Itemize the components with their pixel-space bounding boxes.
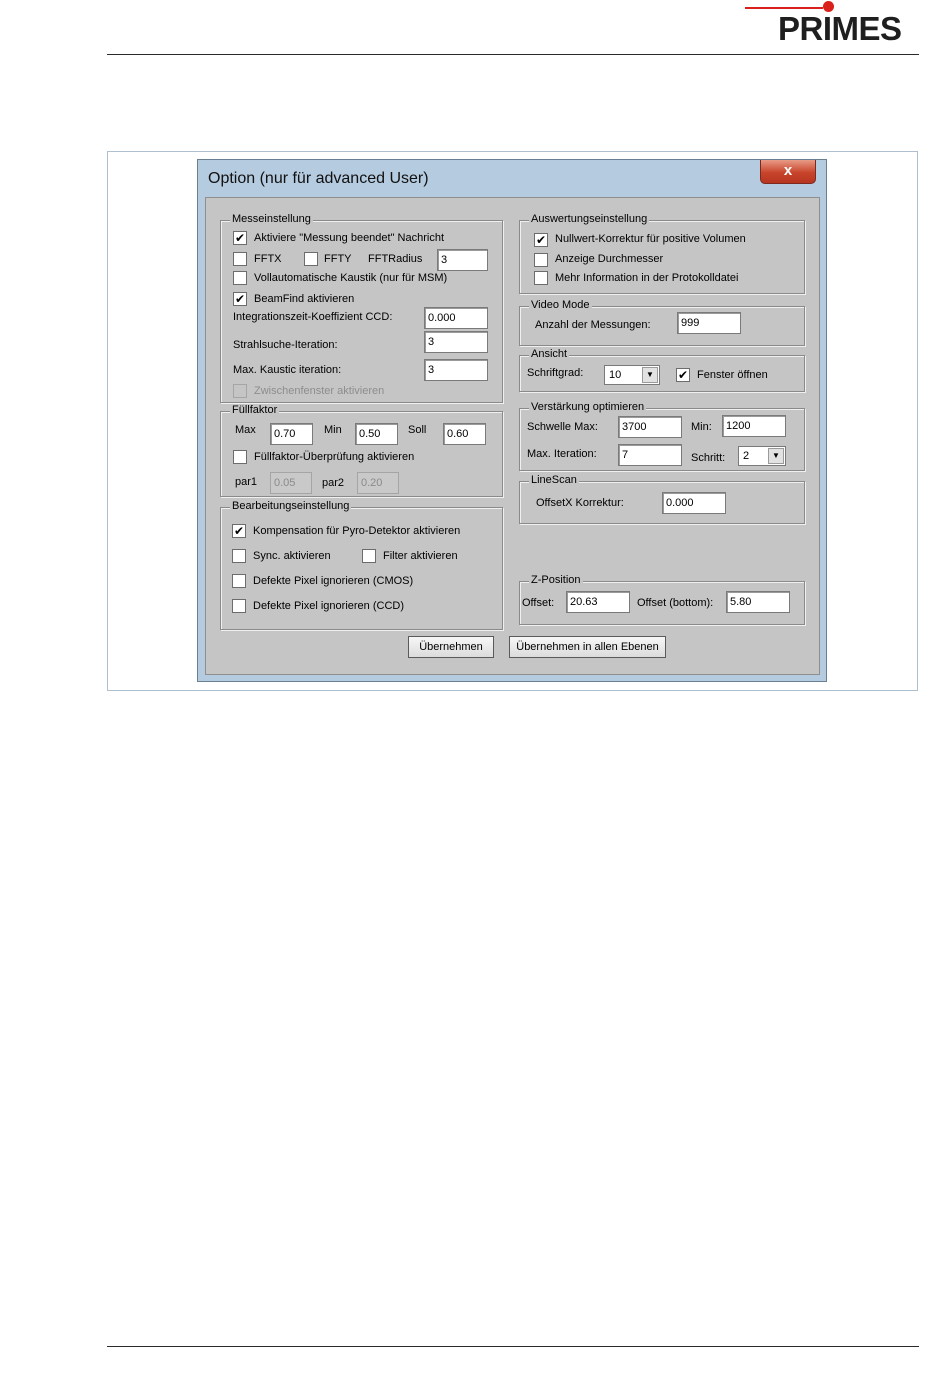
- schritt-value: 2: [743, 450, 750, 462]
- defekte-pixel-cmos-checkbox[interactable]: [232, 574, 246, 588]
- anzahl-messungen-field[interactable]: 999: [677, 312, 741, 334]
- ffty-label: FFTY: [324, 253, 352, 265]
- zwischenfenster-label: Zwischenfenster aktivieren: [254, 385, 385, 397]
- fftradius-label: FFTRadius: [368, 253, 423, 265]
- chevron-down-icon[interactable]: ▼: [768, 448, 784, 464]
- offset-label: Offset:: [522, 597, 555, 609]
- close-button[interactable]: x: [760, 160, 816, 184]
- group-caption-bearbeitung: Bearbeitungseinstellung: [232, 500, 350, 512]
- kompensation-pyro-checkbox[interactable]: ✔: [233, 524, 245, 538]
- fuellfaktor-max-field[interactable]: 0.70: [270, 423, 313, 445]
- aktiviere-nachricht-checkbox[interactable]: ✔: [234, 231, 246, 245]
- dialog-client-area: [205, 197, 820, 675]
- defekte-pixel-ccd-checkbox[interactable]: [232, 599, 246, 613]
- par1-label: par1: [235, 476, 258, 488]
- mehr-information-label: Mehr Information in der Protokolldatei: [555, 272, 739, 284]
- group-caption-linescan: LineScan: [531, 474, 577, 486]
- options-dialog: [197, 159, 827, 682]
- fftradius-field[interactable]: 3: [437, 249, 488, 271]
- fuellfaktor-min-label: Min: [324, 424, 342, 436]
- group-caption-verstaerkung: Verstärkung optimieren: [531, 401, 645, 413]
- uebernehmen-button[interactable]: Übernehmen: [408, 636, 494, 658]
- chevron-down-icon[interactable]: ▼: [642, 367, 658, 383]
- nullwert-korrektur-checkbox[interactable]: ✔: [535, 233, 547, 247]
- offsetx-korrektur-label: OffsetX Korrektur:: [536, 497, 624, 509]
- sync-checkbox[interactable]: [232, 549, 246, 563]
- vollautomatische-kaustik-label: Vollautomatische Kaustik (nur für MSM): [254, 272, 448, 284]
- fftx-checkbox[interactable]: [233, 252, 247, 266]
- header-rule: [107, 54, 919, 55]
- sync-label: Sync. aktivieren: [253, 550, 331, 562]
- max-kaustic-field[interactable]: 3: [424, 359, 488, 381]
- beamfind-label: BeamFind aktivieren: [254, 293, 355, 305]
- mehr-information-checkbox[interactable]: [534, 271, 548, 285]
- kompensation-pyro-label: Kompensation für Pyro-Detektor aktivieren: [253, 525, 461, 537]
- anzeige-durchmesser-label: Anzeige Durchmesser: [555, 253, 664, 265]
- group-caption-auswertung: Auswertungseinstellung: [531, 213, 648, 225]
- fftx-label: FFTX: [254, 253, 282, 265]
- verstaerkung-min-field[interactable]: 1200: [722, 415, 786, 437]
- fuellfaktor-soll-field[interactable]: 0.60: [443, 423, 486, 445]
- offset-field[interactable]: 20.63: [566, 591, 630, 613]
- filter-checkbox[interactable]: [362, 549, 376, 563]
- group-caption-messeinstellung: Messeinstellung: [232, 213, 311, 225]
- integrationszeit-field[interactable]: 0.000: [424, 307, 488, 329]
- anzeige-durchmesser-checkbox[interactable]: [534, 253, 548, 267]
- vollautomatische-kaustik-checkbox[interactable]: [233, 271, 247, 285]
- fuellfaktor-ueberpruefung-label: Füllfaktor-Überprüfung aktivieren: [254, 451, 415, 463]
- zwischenfenster-checkbox: [233, 384, 247, 398]
- max-iteration-field[interactable]: 7: [618, 444, 682, 466]
- defekte-pixel-cmos-label: Defekte Pixel ignorieren (CMOS): [253, 575, 414, 587]
- uebernehmen-alle-ebenen-button[interactable]: Übernehmen in allen Ebenen: [509, 636, 666, 658]
- beamfind-checkbox[interactable]: ✔: [234, 292, 246, 306]
- fuellfaktor-soll-label: Soll: [408, 424, 427, 436]
- footer-rule: [107, 1346, 919, 1347]
- schriftgrad-label: Schriftgrad:: [527, 367, 584, 379]
- fuellfaktor-ueberpruefung-checkbox[interactable]: [233, 450, 247, 464]
- max-iteration-label: Max. Iteration:: [527, 448, 597, 460]
- fuellfaktor-max-label: Max: [235, 424, 256, 436]
- verstaerkung-min-label: Min:: [691, 421, 712, 433]
- fenster-oeffnen-label: Fenster öffnen: [697, 369, 768, 381]
- max-kaustic-label: Max. Kaustic iteration:: [233, 364, 342, 376]
- par2-label: par2: [322, 477, 345, 489]
- offset-bottom-field[interactable]: 5.80: [726, 591, 790, 613]
- schritt-label: Schritt:: [691, 452, 726, 464]
- fuellfaktor-min-field[interactable]: 0.50: [355, 423, 398, 445]
- filter-label: Filter aktivieren: [383, 550, 458, 562]
- offset-bottom-label: Offset (bottom):: [637, 597, 714, 609]
- fenster-oeffnen-checkbox[interactable]: ✔: [677, 368, 689, 382]
- dialog-title: Option (nur für advanced User): [208, 170, 429, 187]
- primes-logo: PRIMES: [778, 10, 902, 47]
- par2-field: 0.20: [357, 472, 399, 494]
- par1-field: 0.05: [270, 472, 312, 494]
- offsetx-korrektur-field[interactable]: 0.000: [662, 492, 726, 514]
- group-caption-video-mode: Video Mode: [531, 299, 590, 311]
- strahlsuche-field[interactable]: 3: [424, 331, 488, 353]
- schriftgrad-select[interactable]: [604, 365, 660, 385]
- defekte-pixel-ccd-label: Defekte Pixel ignorieren (CCD): [253, 600, 404, 612]
- schritt-select[interactable]: [738, 446, 786, 466]
- logo-line: [745, 7, 823, 9]
- group-caption-fuellfaktor: Füllfaktor: [232, 404, 278, 416]
- schwelle-max-label: Schwelle Max:: [527, 421, 598, 433]
- anzahl-messungen-label: Anzahl der Messungen:: [535, 319, 651, 331]
- strahlsuche-label: Strahlsuche-Iteration:: [233, 339, 338, 351]
- group-caption-ansicht: Ansicht: [531, 348, 568, 360]
- nullwert-korrektur-label: Nullwert-Korrektur für positive Volumen: [555, 233, 746, 245]
- schwelle-max-field[interactable]: 3700: [618, 416, 682, 438]
- integrationszeit-label: Integrationszeit-Koeffizient CCD:: [233, 311, 393, 323]
- group-caption-z-position: Z-Position: [531, 574, 581, 586]
- schriftgrad-value: 10: [609, 369, 622, 381]
- ffty-checkbox[interactable]: [304, 252, 318, 266]
- aktiviere-nachricht-label: Aktiviere "Messung beendet" Nachricht: [254, 232, 445, 244]
